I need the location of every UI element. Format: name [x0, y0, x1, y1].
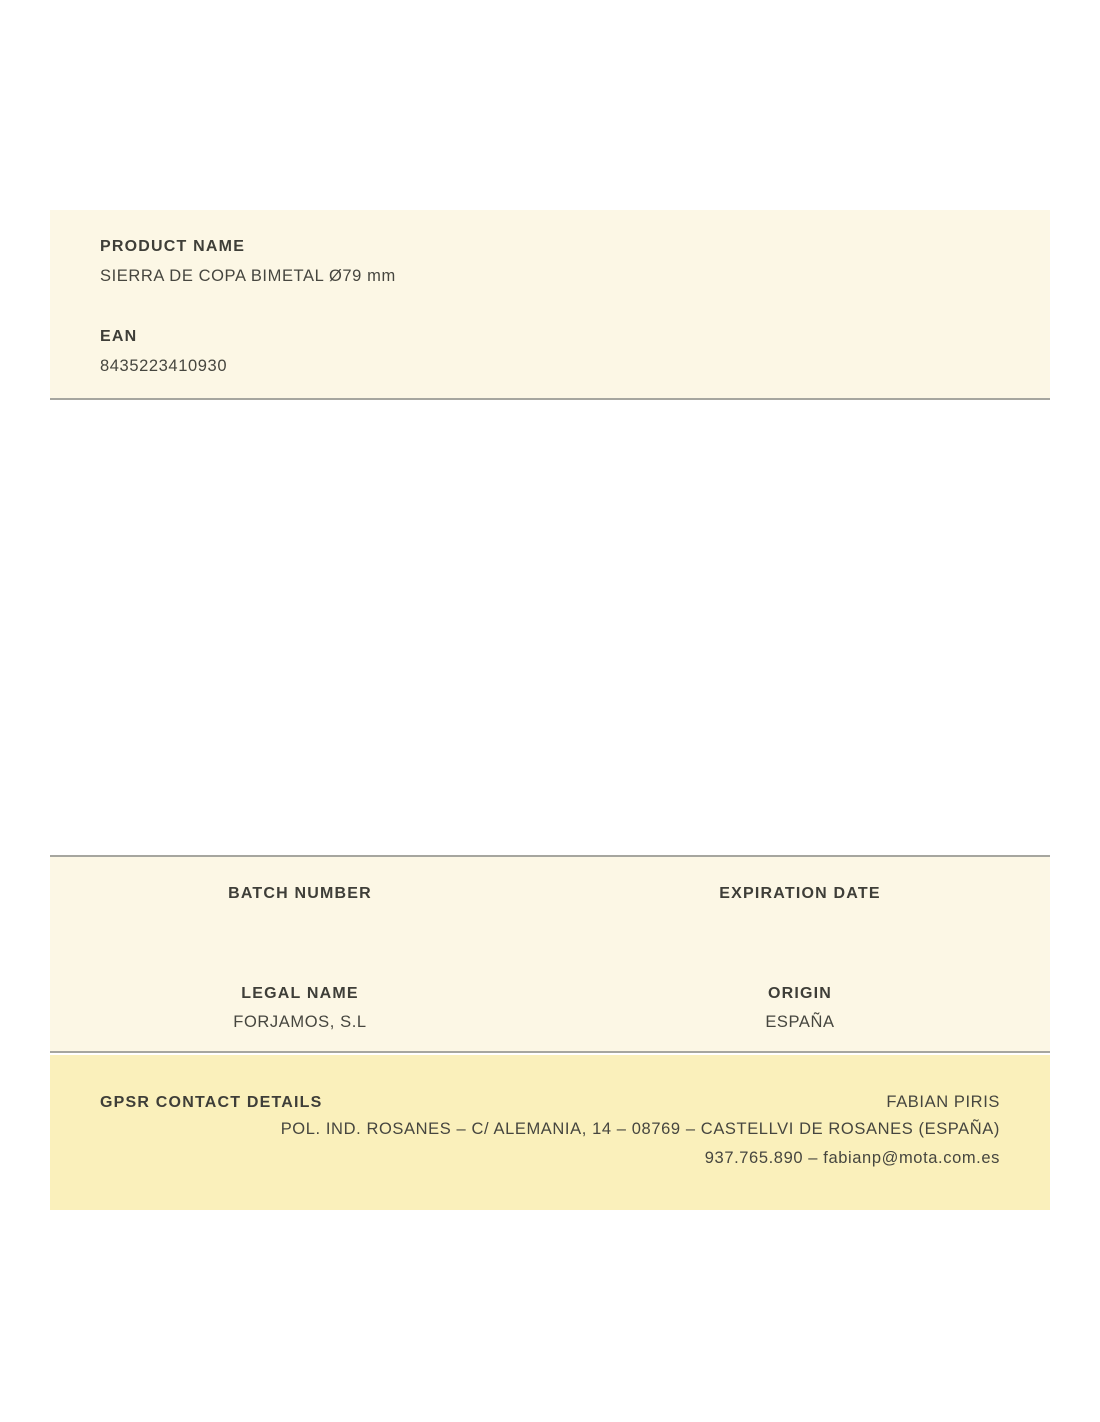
- legal-name-cell: [50, 984, 550, 1032]
- origin-value: ESPAÑA: [765, 1013, 835, 1031]
- product-name-label: PRODUCT NAME: [100, 238, 246, 255]
- origin-cell: [550, 984, 1050, 1032]
- expiration-date-label: EXPIRATION DATE: [719, 885, 881, 902]
- product-info-section: [50, 210, 1050, 400]
- gpsr-contact-name: FABIAN PIRIS: [886, 1093, 1000, 1111]
- gpsr-contact-section: [50, 1055, 1050, 1210]
- gpsr-title: GPSR CONTACT DETAILS: [100, 1094, 323, 1111]
- gpsr-header-row: [100, 1093, 1000, 1112]
- product-name-value: SIERRA DE COPA BIMETAL Ø79 mm: [100, 267, 396, 285]
- product-name-field: [100, 237, 1000, 286]
- batch-number-cell: [50, 884, 550, 913]
- ean-field: [100, 327, 1000, 376]
- legal-name-value: FORJAMOS, S.L: [233, 1013, 367, 1031]
- batch-number-label: BATCH NUMBER: [228, 885, 372, 902]
- expiration-date-cell: [550, 884, 1050, 913]
- legal-name-label: LEGAL NAME: [241, 985, 359, 1002]
- ean-label: EAN: [100, 328, 138, 345]
- batch-expiration-row: [50, 884, 1050, 913]
- ean-value: 8435223410930: [100, 357, 228, 375]
- gpsr-address: POL. IND. ROSANES – C/ ALEMANIA, 14 – 08769 – CASTELLVI DE ROSANES (ESPAÑA): [280, 1120, 1000, 1138]
- batch-origin-section: [50, 855, 1050, 1053]
- gpsr-phone-email: 937.765.890 – fabianp@mota.com.es: [704, 1149, 1000, 1167]
- legal-origin-row: [50, 984, 1050, 1032]
- origin-label: ORIGIN: [767, 985, 833, 1002]
